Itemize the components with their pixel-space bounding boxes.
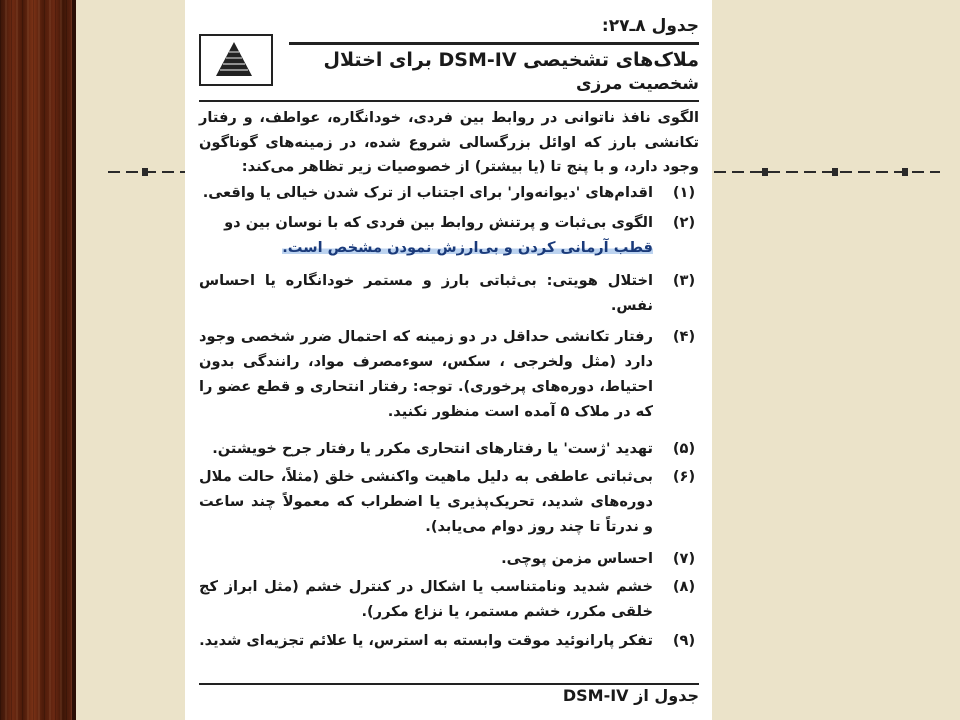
- highlighted-text: قطب آرمانی کردن و بی‌ارزش نمودن مشخص است.: [282, 239, 653, 256]
- table-subtitle: شخصیت مرزی: [575, 74, 699, 94]
- header-rule: [199, 100, 699, 102]
- wood-border: [0, 0, 72, 720]
- document-page: جدول ۸ـ۲۷: ملاک‌های تشخیصی DSM-IV برای اختلال شخصیت مرزی الگوی نافذ ناتوانی در روابط بین فردی، خودانگاره، عواطف، و رفتار تکانشی بارز که اوائل بزرگسالی شروع شده، در زمینه‌های گوناگون وجود دارد، و با پنج تا (یا بیشتر) از خصوصیات زیر تظاهر می‌کند: (۱) اقدام‌های 'دیوانه‌وار' برای اجتناب از ترک شدن خیالی یا واقعی. (۲) الگوی بی‌ثبات و پرتنش روابط بین فردی که با نوسان بین دو قطب آرمانی کردن و بی‌ارزش نمودن مشخص است. (۳) اختلال هویتی: بی‌ثباتی بارز و مستمر خودانگاره یا احساس نفس. (۴) رفتار تکانشی حداقل در دو زمینه که احتمال ضرر شخصی وجود دارد (مثل ولخرجی ، سکس، سوءمصرف مواد، رانندگی بدون احتیاط، دوره‌های پرخوری). توجه: رفتار انتحاری و قطع عضو را که در ملاک ۵ آمده است منظور نکنید. (۵) تهدید 'ژست' یا رفتارهای انتحاری مکرر یا رفتار جرح خویشتن. (۶) بی‌ثباتی عاطفی به دلیل ماهیت واکنشی خلق (مثلاً، حالت ملال دوره‌های شدید، تحریک‌پذیری یا اضطراب که معمولاً چند ساعت و ندرتاً تا چند روز دوام می‌یابد). (۷) احساس مزمن پوچی. (۸) خشم شدید ونامتناسب یا اشکال در کنترل خشم (مثل ابراز کج خلقی مکرر، خشم مستمر، یا نزاع مکرر). (۹) تفکر پارانوئید موقت وابسته به استرس، یا علائم تجزیه‌ای شدید. جدول از DSM-IV: [185, 0, 712, 720]
- table-source: جدول از DSM-IV: [562, 686, 699, 705]
- table-number: جدول ۸ـ۲۷:: [601, 16, 699, 36]
- intro-paragraph: الگوی نافذ ناتوانی در روابط بین فردی، خودانگاره، عواطف، و رفتار تکانشی بارز که اوائل بزرگسالی شروع شده، در زمینه‌های گوناگون وجود دارد، و با پنج تا (یا بیشتر) از خصوصیات زیر تظاهر می‌کند:: [199, 109, 699, 175]
- decorative-dash-line-right: [714, 171, 940, 173]
- decorative-dash-line-left: [108, 171, 186, 173]
- table-title: ملاک‌های تشخیصی DSM-IV برای اختلال: [289, 42, 699, 71]
- table-header: [199, 10, 699, 102]
- triangle-logo-icon: [199, 34, 273, 86]
- note-label: توجه:: [412, 378, 453, 395]
- footer-rule: [199, 683, 699, 685]
- wood-border-edge: [72, 0, 76, 720]
